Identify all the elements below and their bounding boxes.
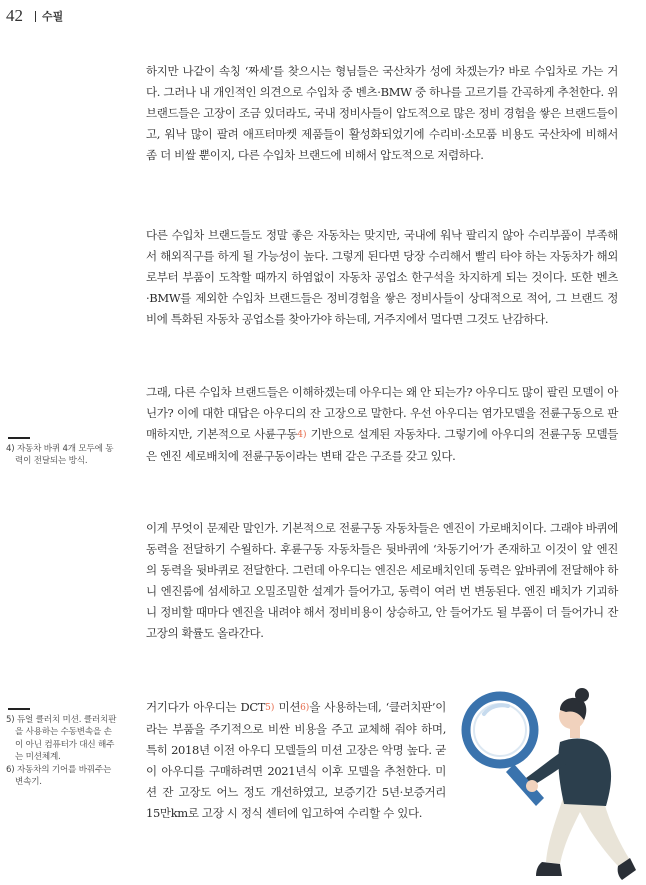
- pants: [546, 798, 630, 868]
- footnote-5: 5) 듀얼 클러치 미션. 클러치판을 사용하는 수동변속을 손이 아닌 컴퓨터가 대신 해주는 미션체계.: [6, 715, 117, 763]
- left-shoe: [536, 862, 562, 876]
- paragraph-4: 이게 무엇이 문제란 말인가. 기본적으로 전륜구동 자동차들은 엔진이 가로배치이다. 그래야 바퀴에 동력을 전달하기 수월하다. 후륜구동 자동차들은 뒷바퀴에 ‘차동기어’가 존재하고 이것이 앞 엔진의 동력을 뒷바퀴로 전달한다. 그런데 아우디는 엔진은 세로배치인데 동력은 앞바퀴에 전달해야 하니 엔진룸에 섬세하고 오밀조밀한 설계가 들어가고, 동력이 여러 번 변동된다. 엔진 배치가 기괴하니 정비할 때마다 엔진을 내려야 해서 정비비용이 상승하고, 안 들어가도 될 부품이 더 들어가니 잔 고장의 확률도 올라간다.: [146, 521, 618, 640]
- hair-bun: [575, 688, 589, 702]
- footnote-ref-6: 6): [300, 703, 310, 713]
- paragraph-1: 하지만 나같이 속칭 ‘짜세’를 찾으시는 형님들은 국산차가 성에 차겠는가? 바로 수입차로 가는 거다. 그러나 내 개인적인 의견으로 수입차 중 벤츠·BMW 중 하나를 고르기를 간곡하게 추천한다. 위 브랜드들은 고장이 조금 있더라도, 국내 정비사들이 압도적으로 많은 정비 경험을 쌓은 브랜드들이고, 워낙 많이 팔려 애프터마켓 제품들이 활성화되었기에 수리비·소모품 비용도 국산차에 비해서 좀 더 비쌀 뿐이지, 다른 수입차 브랜드에 비해서 압도적으로 저렴하다.: [146, 64, 618, 162]
- section-title: 수필: [42, 10, 64, 23]
- footnote-rule: [8, 708, 30, 710]
- footnote-rule: [8, 437, 30, 439]
- header-divider: [35, 11, 36, 22]
- page-header: [6, 5, 63, 27]
- paragraph-3: 그래, 다른 수입차 브랜드들은 이해하겠는데 아우디는 왜 안 되는가? 아우디도 많이 팔린 모델이 아닌가? 이에 대한 대답은 아우디의 잔 고장으로 말한다. 우선 아우디는 염가모델을 전륜구동으로 판매하지만, 기본적으로 사륜구동4) 기반으로 설계된 자동차다. 그렇기에 아우디의 전륜구동 모델들은 엔진 세로배치에 전륜구동이라는 변태 같은 구조를 갖고 있다.: [146, 385, 618, 463]
- shirt: [558, 739, 611, 806]
- footnote-6: 6) 자동차의 기어를 바꿔주는 변속기.: [6, 764, 112, 788]
- footnote-ref-4: 4): [297, 430, 307, 440]
- page-number: 42: [6, 6, 23, 25]
- hand: [526, 780, 538, 792]
- footnote-4: 4) 자동차 바퀴 4개 모두에 동력이 전달되는 방식.: [6, 444, 114, 467]
- person-with-magnifying-glass-illustration: [460, 680, 640, 885]
- paragraph-2: 다른 수입차 브랜드들도 정말 좋은 자동차는 맞지만, 국내에 워낙 팔리지 않아 수리부품이 부족해서 해외직구를 하게 될 가능성이 높다. 그렇게 된다면 당장 수리해서 빨리 타야 하는 자동차가 해외로부터 부품이 도착할 때까지 하염없이 자동차 공업소 한구석을 차지하게 되는 것이다. 또한 벤츠·BMW를 제외한 수입차 브랜드들은 정비경험을 쌓은 정비사들이 상대적으로 적어, 그 브랜드 정비에 특화된 자동차 공업소를 찾아가야 하는데, 거주지에서 멀다면 그것도 난감하다.: [146, 228, 618, 326]
- paragraph-5: 거기다가 아우디는 DCT5) 미션6)을 사용하는데, ‘클러치판’이라는 부품을 주기적으로 비싼 비용을 주고 교체해 줘야 하며, 특히 2018년 이전 아우디 모델들의 미션 고장은 악명 높다. 굳이 아우디를 구매하려면 2021년식 이후 모델을 추천한다. 미션 잔 고장도 어느 정도 개선하였고, 보증기간 5년·보증거리 15만km로 고장 시 정식 센터에 입고하여 수리할 수 있다.: [146, 700, 446, 820]
- footnote-ref-5: 5): [265, 703, 275, 713]
- footnote-group: [6, 714, 118, 788]
